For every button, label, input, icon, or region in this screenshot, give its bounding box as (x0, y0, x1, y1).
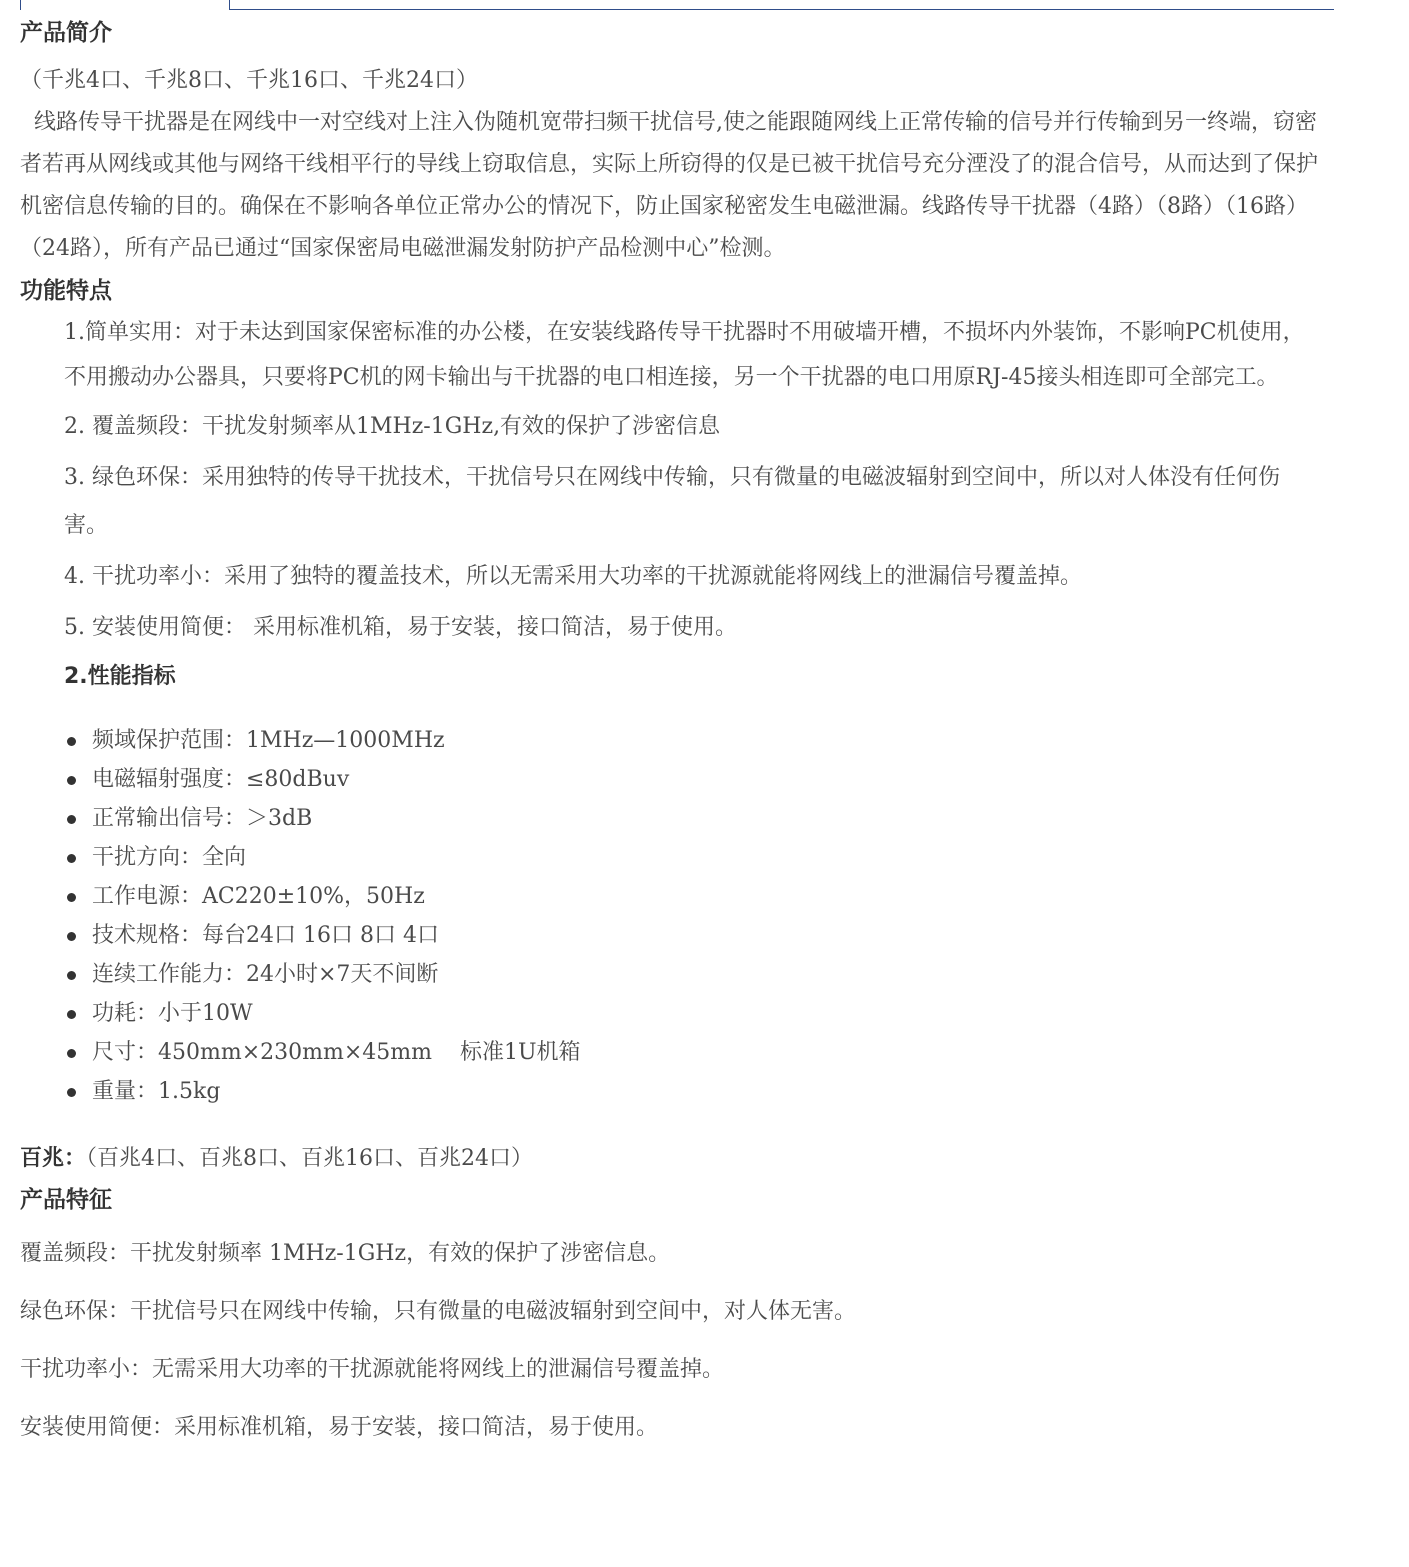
features-heading: 功能特点 (20, 278, 112, 304)
fast-ethernet-label: 百兆： (20, 1146, 87, 1171)
product-feature-item: 覆盖频段：干扰发射频率 1MHz-1GHz，有效的保护了涉密信息。 (20, 1241, 671, 1266)
feature-item: 3. 绿色环保：采用独特的传导干扰技术，干扰信号只在网线中传输，只有微量的电磁波辐射到空间中，所以对人体没有任何伤害。 (64, 465, 1280, 538)
feature-item: 5. 安装使用简便： 采用标准机箱，易于安装，接口简洁，易于使用。 (64, 615, 737, 640)
feature-item: 2. 覆盖频段：干扰发射频率从1MHz-1GHz,有效的保护了涉密信息 (64, 414, 721, 439)
tab-active[interactable] (20, 0, 230, 10)
product-intro-paragraph: 线路传导干扰器是在网线中一对空线对上注入伪随机宽带扫频干扰信号,使之能跟随网线上正常传输的信号并行传输到另一终端，窃密者若再从网线或其他与网络干线相平行的导线上窃取信息，实际上所窃得的仅是已被干扰信号充分湮没了的混合信号，从而达到了保护机密信息传输的目的。确保在不影响各单位正常办公的情况下，防止国家秘密发生电磁泄漏。线路传导干扰器（4路）（8路）（16路）（24路），所有产品已通过“国家保密局电磁泄漏发射防护产品检测中心”检测。 (20, 110, 1319, 261)
product-intro-heading: 产品简介 (20, 20, 112, 46)
spec-item: 功耗：小于10W (20, 994, 1320, 1033)
performance-heading: 2.性能指标 (64, 664, 176, 689)
product-features-heading: 产品特征 (20, 1187, 112, 1213)
spec-item: 正常输出信号：＞3dB (20, 799, 1320, 838)
spec-item: 频域保护范围：1MHz—1000MHz (20, 721, 1320, 760)
spec-item: 工作电源：AC220±10%，50Hz (20, 877, 1320, 916)
feature-item: 1.简单实用：对于未达到国家保密标准的办公楼，在安装线路传导干扰器时不用破墙开槽，不损坏内外装饰，不影响PC机使用，不用搬动办公器具，只要将PC机的网卡输出与干扰器的电口相连接，另一个干扰器的电口用原RJ-45接头相连即可全部完工。 (64, 320, 1305, 390)
spec-item: 电磁辐射强度：≤80dBuv (20, 760, 1320, 799)
gigabit-ports-line: （千兆4口、千兆8口、千兆16口、千兆24口） (20, 68, 478, 93)
tab-strip (20, 0, 1334, 10)
spec-item: 技术规格：每台24口 16口 8口 4口 (20, 916, 1320, 955)
feature-item: 4. 干扰功率小：采用了独特的覆盖技术，所以无需采用大功率的干扰源就能将网线上的泄漏信号覆盖掉。 (64, 564, 1082, 589)
spec-item: 重量：1.5kg (20, 1072, 1320, 1111)
spec-list (20, 721, 1320, 1111)
product-feature-item: 绿色环保：干扰信号只在网线中传输，只有微量的电磁波辐射到空间中，对人体无害。 (20, 1299, 857, 1324)
spec-item: 尺寸：450mm×230mm×45mm 标准1U机箱 (20, 1033, 1320, 1072)
fast-ethernet-line (20, 1137, 1320, 1181)
product-feature-item: 干扰功率小：无需采用大功率的干扰源就能将网线上的泄漏信号覆盖掉。 (20, 1357, 725, 1382)
fast-ethernet-ports: （百兆4口、百兆8口、百兆16口、百兆24口） (86, 1146, 533, 1171)
product-feature-item: 安装使用简便：采用标准机箱，易于安装，接口简洁，易于使用。 (20, 1415, 659, 1440)
product-detail-content (20, 14, 1320, 1457)
spec-item: 连续工作能力：24小时×7天不间断 (20, 955, 1320, 994)
spec-item: 干扰方向：全向 (20, 838, 1320, 877)
